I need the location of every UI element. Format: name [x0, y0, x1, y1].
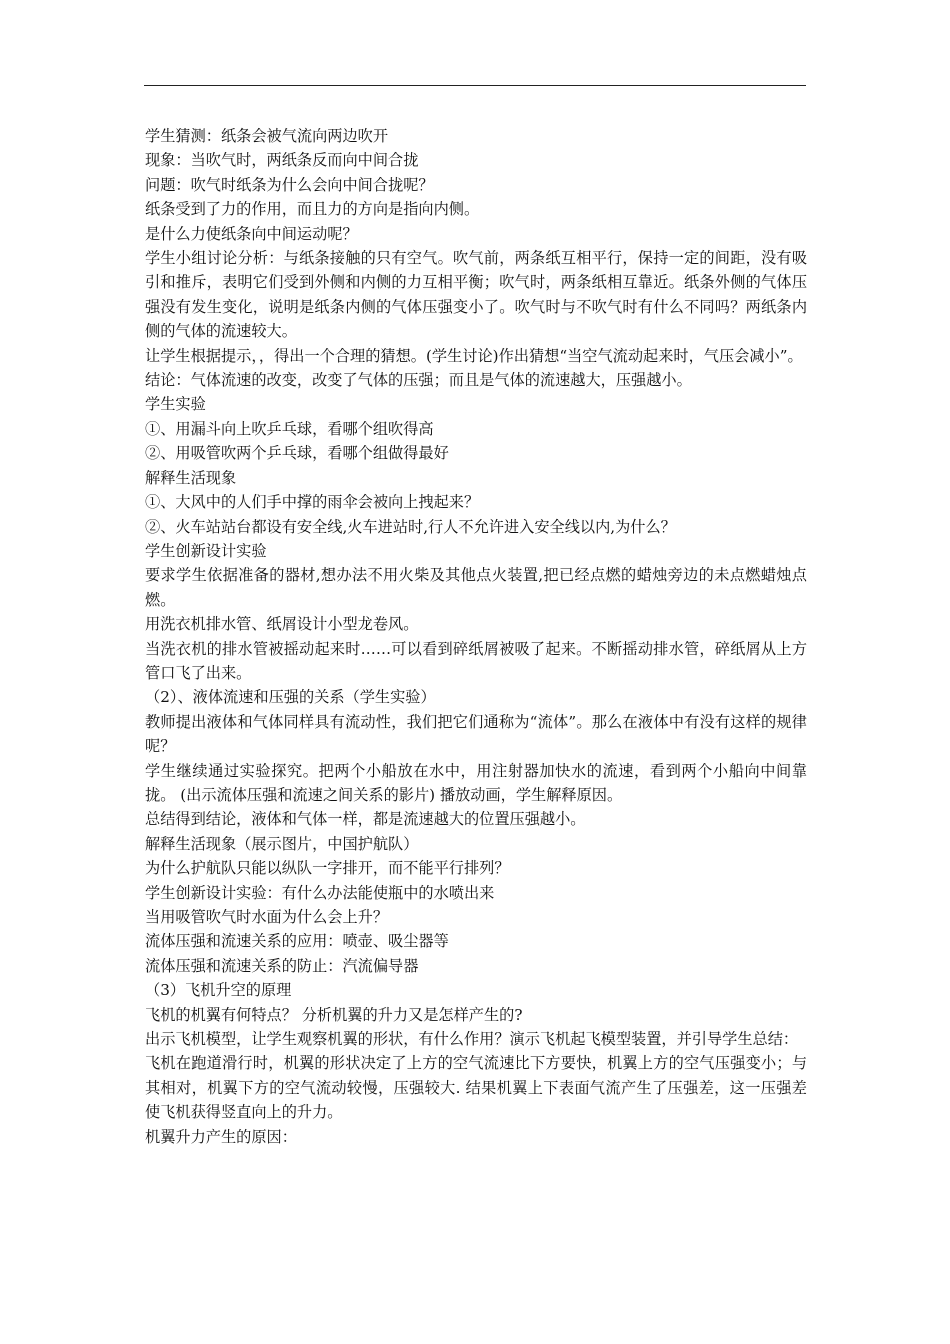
paragraph: 学生继续通过实验探究。把两个小船放在水中，用注射器加快水的流速，看到两个小船向中间靠拢。 (出示流体压强和流速之间关系的影片) 播放动画，学生解释原因。: [145, 761, 807, 804]
paragraph: 学生创新设计实验：有什么办法能使瓶中的水喷出来: [145, 883, 495, 902]
paragraph: 当洗衣机的排水管被摇动起来时……可以看到碎纸屑被吸了起来。不断摇动排水管，碎纸屑从上方管口飞了出来。: [145, 639, 807, 682]
paragraph: 是什么力使纸条向中间运动呢？: [145, 224, 358, 243]
paragraph: 当用吸管吹气时水面为什么会上升？: [145, 908, 388, 926]
paragraph: 流体压强和流速关系的防止：汽流偏导器: [145, 956, 419, 975]
paragraph: 纸条受到了力的作用，而且力的方向是指向内侧。: [145, 200, 480, 219]
section-heading: 学生实验: [145, 395, 206, 414]
paragraph: 流体压强和流速关系的应用：喷壶、吸尘器等: [145, 932, 449, 951]
list-item: ①、用漏斗向上吹乒乓球，看哪个组吹得高: [145, 419, 434, 438]
paragraph: 飞机的机翼有何特点？ 分析机翼的升力又是怎样产生的?: [145, 1005, 523, 1024]
paragraph: 出示飞机模型，让学生观察机翼的形状，有什么作用？演示飞机起飞模型装置，并引导学生总结：: [145, 1030, 799, 1049]
list-item: ①、大风中的人们手中撑的雨伞会被向上拽起来？: [145, 493, 480, 512]
paragraph: 为什么护航队只能以纵队一字排开，而不能平行排列？: [145, 859, 510, 878]
paragraph: 总结得到结论，液体和气体一样，都是流速越大的位置压强越小。: [145, 810, 586, 829]
section-heading: 学生创新设计实验: [145, 541, 267, 560]
document-body: [145, 124, 807, 1149]
paragraph: 要求学生依据准备的器材,想办法不用火柴及其他点火装置,把已经点燃的蜡烛旁边的未点燃蜡烛点燃。: [145, 566, 807, 609]
section-heading: （2）、液体流速和压强的关系（学生实验）: [145, 688, 436, 707]
paragraph: 让学生根据提示，，得出一个合理的猜想。(学生讨论)作出猜想“当空气流动起来时，气压会减小”。: [145, 346, 803, 365]
paragraph: 飞机在跑道滑行时，机翼的形状决定了上方的空气流速比下方要快，机翼上方的空气压强变小；与其相对，机翼下方的空气流动较慢，压强较大. 结果机翼上下表面气流产生了压强差，这一压强差使飞机获得竖直向上的升力。: [145, 1054, 807, 1122]
paragraph: 解释生活现象（展示图片，中国护航队）: [145, 834, 419, 853]
header-rule: [144, 85, 806, 86]
list-item: ②、用吸管吹两个乒乓球，看哪个组做得最好: [145, 444, 449, 463]
paragraph: 问题：吹气时纸条为什么会向中间合拢呢？: [145, 175, 434, 194]
list-item: ②、火车站站台都设有安全线,火车进站时,行人不允许进入安全线以内,为什么？: [145, 517, 676, 536]
paragraph: 结论：气体流速的改变，改变了气体的压强；而且是气体的流速越大，压强越小。: [145, 371, 692, 390]
paragraph: 机翼升力产生的原因：: [145, 1127, 297, 1146]
paragraph: 现象：当吹气时，两纸条反而向中间合拢: [145, 151, 419, 170]
paragraph: 教师提出液体和气体同样具有流动性，我们把它们通称为“流体”。那么在液体中有没有这样的规律呢？: [145, 712, 807, 756]
paragraph: 学生猜测：纸条会被气流向两边吹开: [145, 127, 388, 145]
section-heading: （3）飞机升空的原理: [145, 981, 292, 1000]
section-heading: 解释生活现象: [145, 468, 237, 487]
paragraph: 用洗衣机排水管、纸屑设计小型龙卷风。: [145, 615, 419, 634]
paragraph: 学生小组讨论分析：与纸条接触的只有空气。吹气前，两条纸互相平行，保持一定的间距，没有吸引和推斥，表明它们受到外侧和内侧的力互相平衡；吹气时，两条纸相互靠近。纸条外侧的气体压强没有发生变化，说明是纸条内侧的气体压强变小了。吹气时与不吹气时有什么不同吗？两纸条内侧的气体的流速较大。: [145, 249, 807, 341]
